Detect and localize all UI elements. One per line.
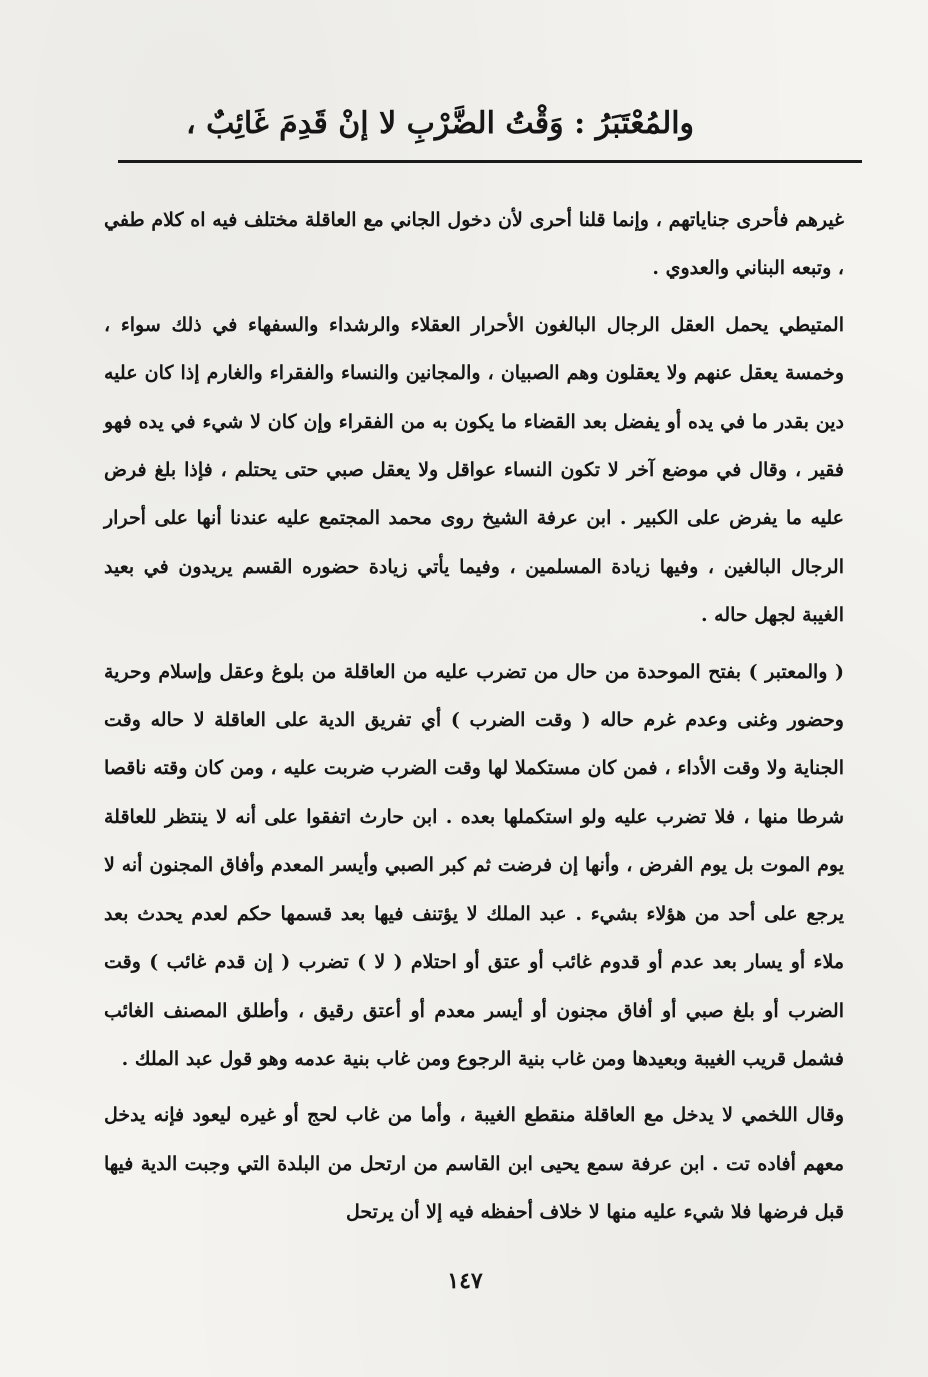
page-number: ١٤٧ bbox=[447, 1268, 483, 1294]
paragraph-4: وقال اللخمي لا يدخل مع العاقلة منقطع الغيبة ، وأما من غاب لحج أو غيره ليعود فإنه يدخل معهم أفاده تت . ابن عرفة سمع يحيى ابن القاسم من ارتحل من البلدة التي وجبت الدية فيها قبل فرضها فلا شيء عليه منها لا خلاف أحفظه فيه إلا أن يرتحل bbox=[104, 1104, 844, 1224]
poem-verse-header: والمُعْتَبَرُ : وَقْتُ الضَّرْبِ لا إنْ قَدِمَ غَائِبٌ ، bbox=[185, 106, 695, 141]
paragraph-1: غيرهم فأحرى جناياتهم ، وإنما قلنا أحرى لأن دخول الجاني مع العاقلة مختلف فيه اه كلام طفي ، وتبعه البناني والعدوي . bbox=[104, 209, 844, 280]
header-divider bbox=[118, 160, 862, 163]
paragraph-3: ( والمعتبر ) بفتح الموحدة من حال من تضرب عليه من العاقلة من بلوغ وعقل وإسلام وحرية وحضور وغنى وعدم غرم حاله ( وقت الضرب ) أي تفريق الدية على العاقلة لا حاله وقت الجناية ولا وقت الأداء ، فمن كان مستكملا لها وقت الضرب ضربت عليه ، ومن كان وقته ناقصا شرطا منها ، فلا تضرب عليه ولو استكملها بعده . ابن حارث اتفقوا على أنه لا ينتظر للعاقلة يوم الموت بل يوم الفرض ، وأنها إن فرضت ثم كبر الصبي وأيسر المعدم وأفاق المجنون أنه لا يرجع على أحد من هؤلاء بشيء . عبد الملك لا يؤتنف فيها بعد قسمها حكم لعدم يحدث بعد ملاء أو يسار بعد عدم أو قدوم غائب أو عتق أو احتلام ( لا ) تضرب ( إن قدم غائب ) وقت الضرب أو بلغ صبي أو أفاق مجنون أو أيسر معدم أو أعتق رقيق ، وأطلق المصنف الغائب فشمل قريب الغيبة وبعيدها ومن غاب بنية الرجوع ومن غاب بنية عدمه وهو قول عبد الملك . bbox=[104, 660, 844, 1070]
paragraph-2: المتيطي يحمل العقل الرجال البالغون الأحرار العقلاء والرشداء والسفهاء في ذلك سواء ، وخمسة يعقل عنهم ولا يعقلون وهم الصبيان ، والمجانين والنساء والفقراء والغارم إذا كان عليه دين بقدر ما في يده أو يفضل بعد القضاء ما يكون به من الفقراء وإن كان لا شيء في يده فهو فقير ، وقال في موضع آخر لا تكون النساء عواقل ولا يعقل صبي حتى يحتلم ، فإذا بلغ فرض عليه ما يفرض على الكبير . ابن عرفة الشيخ روى محمد المجتمع عليه عندنا أنها على أحرار الرجال البالغين ، وفيها زيادة المسلمين ، وفيما يأتي زيادة حضوره القسم يريدون في بعيد الغيبة لجهل حاله . bbox=[104, 313, 844, 627]
commentary-body bbox=[104, 196, 844, 1237]
